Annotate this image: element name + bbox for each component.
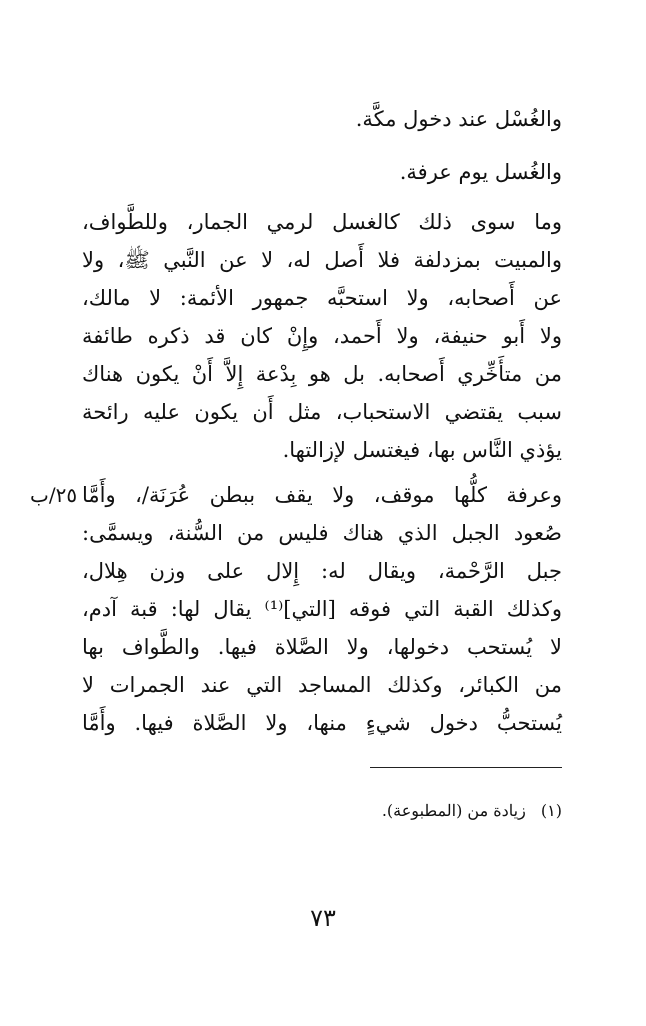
text-line-12: جبل الرَّحْمة، ويقال له: إِلال على وزن هِلال، — [82, 559, 562, 583]
footnote — [82, 797, 562, 825]
footnote-text: زيادة من (المطبوعة). — [381, 801, 526, 820]
text-line-15: من الكبائر، وكذلك المساجد التي عند الجمرات لا — [82, 673, 562, 697]
text-line-7: من متأَخِّري أَصحابه. بل هو بِدْعة إِلاَّ أَنْ يكون هناك — [82, 362, 562, 386]
footnote-number: (١) — [540, 801, 562, 820]
text-line-10: وعرفة كلُّها موقف، ولا يقف ببطن عُرَنَة/، وأَمَّا — [82, 483, 562, 507]
page-number: ٧٣ — [310, 904, 336, 932]
text-line-5: عن أَصحابه، ولا استحبَّه جمهور الأئمة: لا مالك، — [82, 286, 562, 310]
text-line-11: صُعود الجبل الذي هناك فليس من السُّنة، ويسمَّى: — [82, 521, 562, 545]
text-line-1: والغُسْل عند دخول مكَّة. — [355, 107, 562, 131]
text-line-6: ولا أَبو حنيفة، ولا أَحمد، وإِنْ كان قد ذكره طائفة — [82, 324, 562, 348]
text-line-14: لا يُستحب دخولها، ولا الصَّلاة فيها. والطَّواف بها — [82, 635, 562, 659]
footnote-divider — [370, 767, 562, 768]
text-line-8: سبب يقتضي الاستحباب، مثل أَن يكون عليه رائحة — [82, 400, 562, 424]
text-line-9: يؤذي النَّاس بها، فيغتسل لإزالتها. — [282, 438, 562, 462]
text-line-4: والمبيت بمزدلفة فلا أَصل له، لا عن النَّبي ﷺ، ولا — [82, 248, 562, 272]
text-line-2: والغُسل يوم عرفة. — [399, 160, 562, 184]
text-line-16: يُستحبُّ دخول شيءٍ منها، ولا الصَّلاة فيها. وأَمَّا — [82, 711, 562, 735]
margin-folio-note: ٢٥/ب — [30, 483, 78, 507]
text-line-3: وما سوى ذلك كالغسل لرمي الجمار، وللطَّواف، — [82, 210, 562, 234]
text-line-13: وكذلك القبة التي فوقه [التي]⁽¹⁾ يقال لها: قبة آدم، — [82, 597, 562, 621]
